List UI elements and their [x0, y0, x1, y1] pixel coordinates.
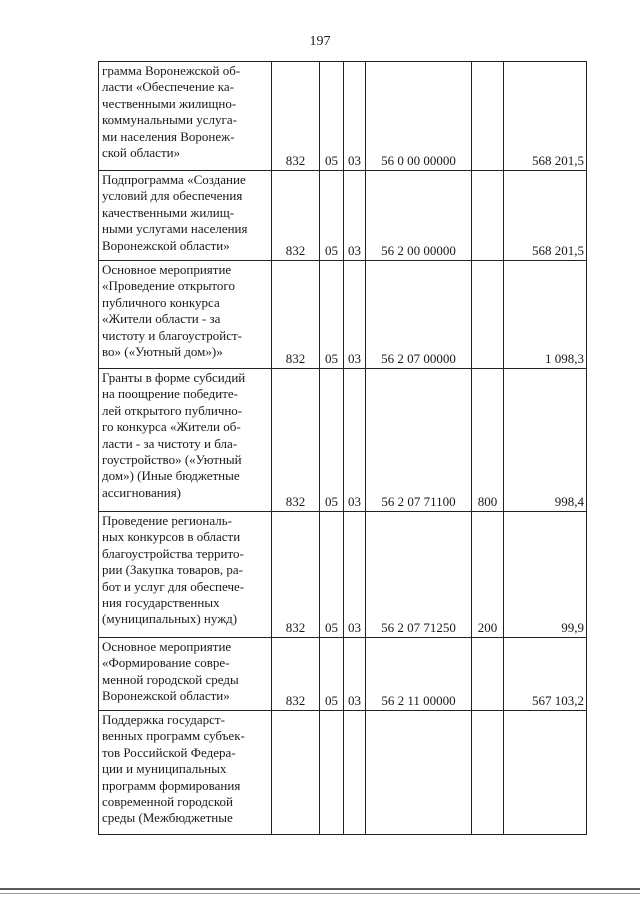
row-name-cell: Основное мероприятие «Проведение открытого публичного конкурса «Жители области - за чистоту и благоустройст- во» («Уютный дом»)» — [99, 261, 272, 369]
section-code-cell — [320, 711, 344, 835]
row-name-cell: Гранты в форме субсидий на поощрение победите- лей открытого публично- го конкурса «Жители об- ласти - за чистоту и бла- гоустройство» («Уютный дом») (Иные бюджетные ассигнования) — [99, 369, 272, 512]
ministry-code-cell: 832 — [272, 62, 320, 171]
amount-cell: 99,9 — [504, 512, 587, 638]
target-article-cell: 56 2 07 00000 — [366, 261, 472, 369]
row-name-cell: Поддержка государст- венных программ субъек- тов Российской Федера- ции и муниципальных программ формирования современной городской среды (Межбюджетные — [99, 711, 272, 835]
row-name-cell: Подпрограмма «Создание условий для обеспечения качественными жилищ- ными услугами населения Воронежской области» — [99, 171, 272, 261]
section-code-cell: 05 — [320, 62, 344, 171]
row-name-cell: грамма Воронежской об- ласти «Обеспечение ка- чественными жилищно- коммунальными услуга- ми населения Воронеж- ской области» — [99, 62, 272, 171]
section-code-cell: 05 — [320, 512, 344, 638]
table-row — [99, 171, 587, 261]
subsection-code-cell: 03 — [344, 261, 366, 369]
ministry-code-cell: 832 — [272, 638, 320, 711]
scan-edge-line — [0, 888, 640, 890]
target-article-cell: 56 2 07 71250 — [366, 512, 472, 638]
amount-cell: 998,4 — [504, 369, 587, 512]
subsection-code-cell: 03 — [344, 62, 366, 171]
table-row — [99, 711, 587, 835]
table-row — [99, 638, 587, 711]
scan-edge-line — [0, 893, 640, 894]
budget-table-body — [99, 62, 587, 835]
target-article-cell: 56 2 00 00000 — [366, 171, 472, 261]
row-name-cell: Проведение региональ- ных конкурсов в области благоустройства террито- рии (Закупка товаров, ра- бот и услуг для обеспече- ния государственных (муниципальных) нужд) — [99, 512, 272, 638]
page-number: 197 — [309, 34, 331, 49]
section-code-cell: 05 — [320, 171, 344, 261]
expense-type-cell — [472, 261, 504, 369]
amount-cell: 568 201,5 — [504, 171, 587, 261]
target-article-cell: 56 2 07 71100 — [366, 369, 472, 512]
subsection-code-cell: 03 — [344, 638, 366, 711]
section-code-cell: 05 — [320, 638, 344, 711]
budget-table — [98, 61, 587, 835]
table-row — [99, 261, 587, 369]
table-row — [99, 512, 587, 638]
subsection-code-cell: 03 — [344, 171, 366, 261]
subsection-code-cell: 03 — [344, 512, 366, 638]
table-row — [99, 369, 587, 512]
expense-type-cell: 800 — [472, 369, 504, 512]
expense-type-cell — [472, 62, 504, 171]
amount-cell: 1 098,3 — [504, 261, 587, 369]
ministry-code-cell: 832 — [272, 261, 320, 369]
expense-type-cell — [472, 171, 504, 261]
subsection-code-cell: 03 — [344, 369, 366, 512]
target-article-cell: 56 0 00 00000 — [366, 62, 472, 171]
table-row — [99, 62, 587, 171]
ministry-code-cell — [272, 711, 320, 835]
expense-type-cell — [472, 638, 504, 711]
ministry-code-cell: 832 — [272, 171, 320, 261]
section-code-cell: 05 — [320, 261, 344, 369]
section-code-cell: 05 — [320, 369, 344, 512]
target-article-cell — [366, 711, 472, 835]
row-name-cell: Основное мероприятие «Формирование совре- менной городской среды Воронежской области» — [99, 638, 272, 711]
target-article-cell: 56 2 11 00000 — [366, 638, 472, 711]
amount-cell: 567 103,2 — [504, 638, 587, 711]
ministry-code-cell: 832 — [272, 369, 320, 512]
ministry-code-cell: 832 — [272, 512, 320, 638]
expense-type-cell: 200 — [472, 512, 504, 638]
subsection-code-cell — [344, 711, 366, 835]
expense-type-cell — [472, 711, 504, 835]
amount-cell: 568 201,5 — [504, 62, 587, 171]
amount-cell — [504, 711, 587, 835]
